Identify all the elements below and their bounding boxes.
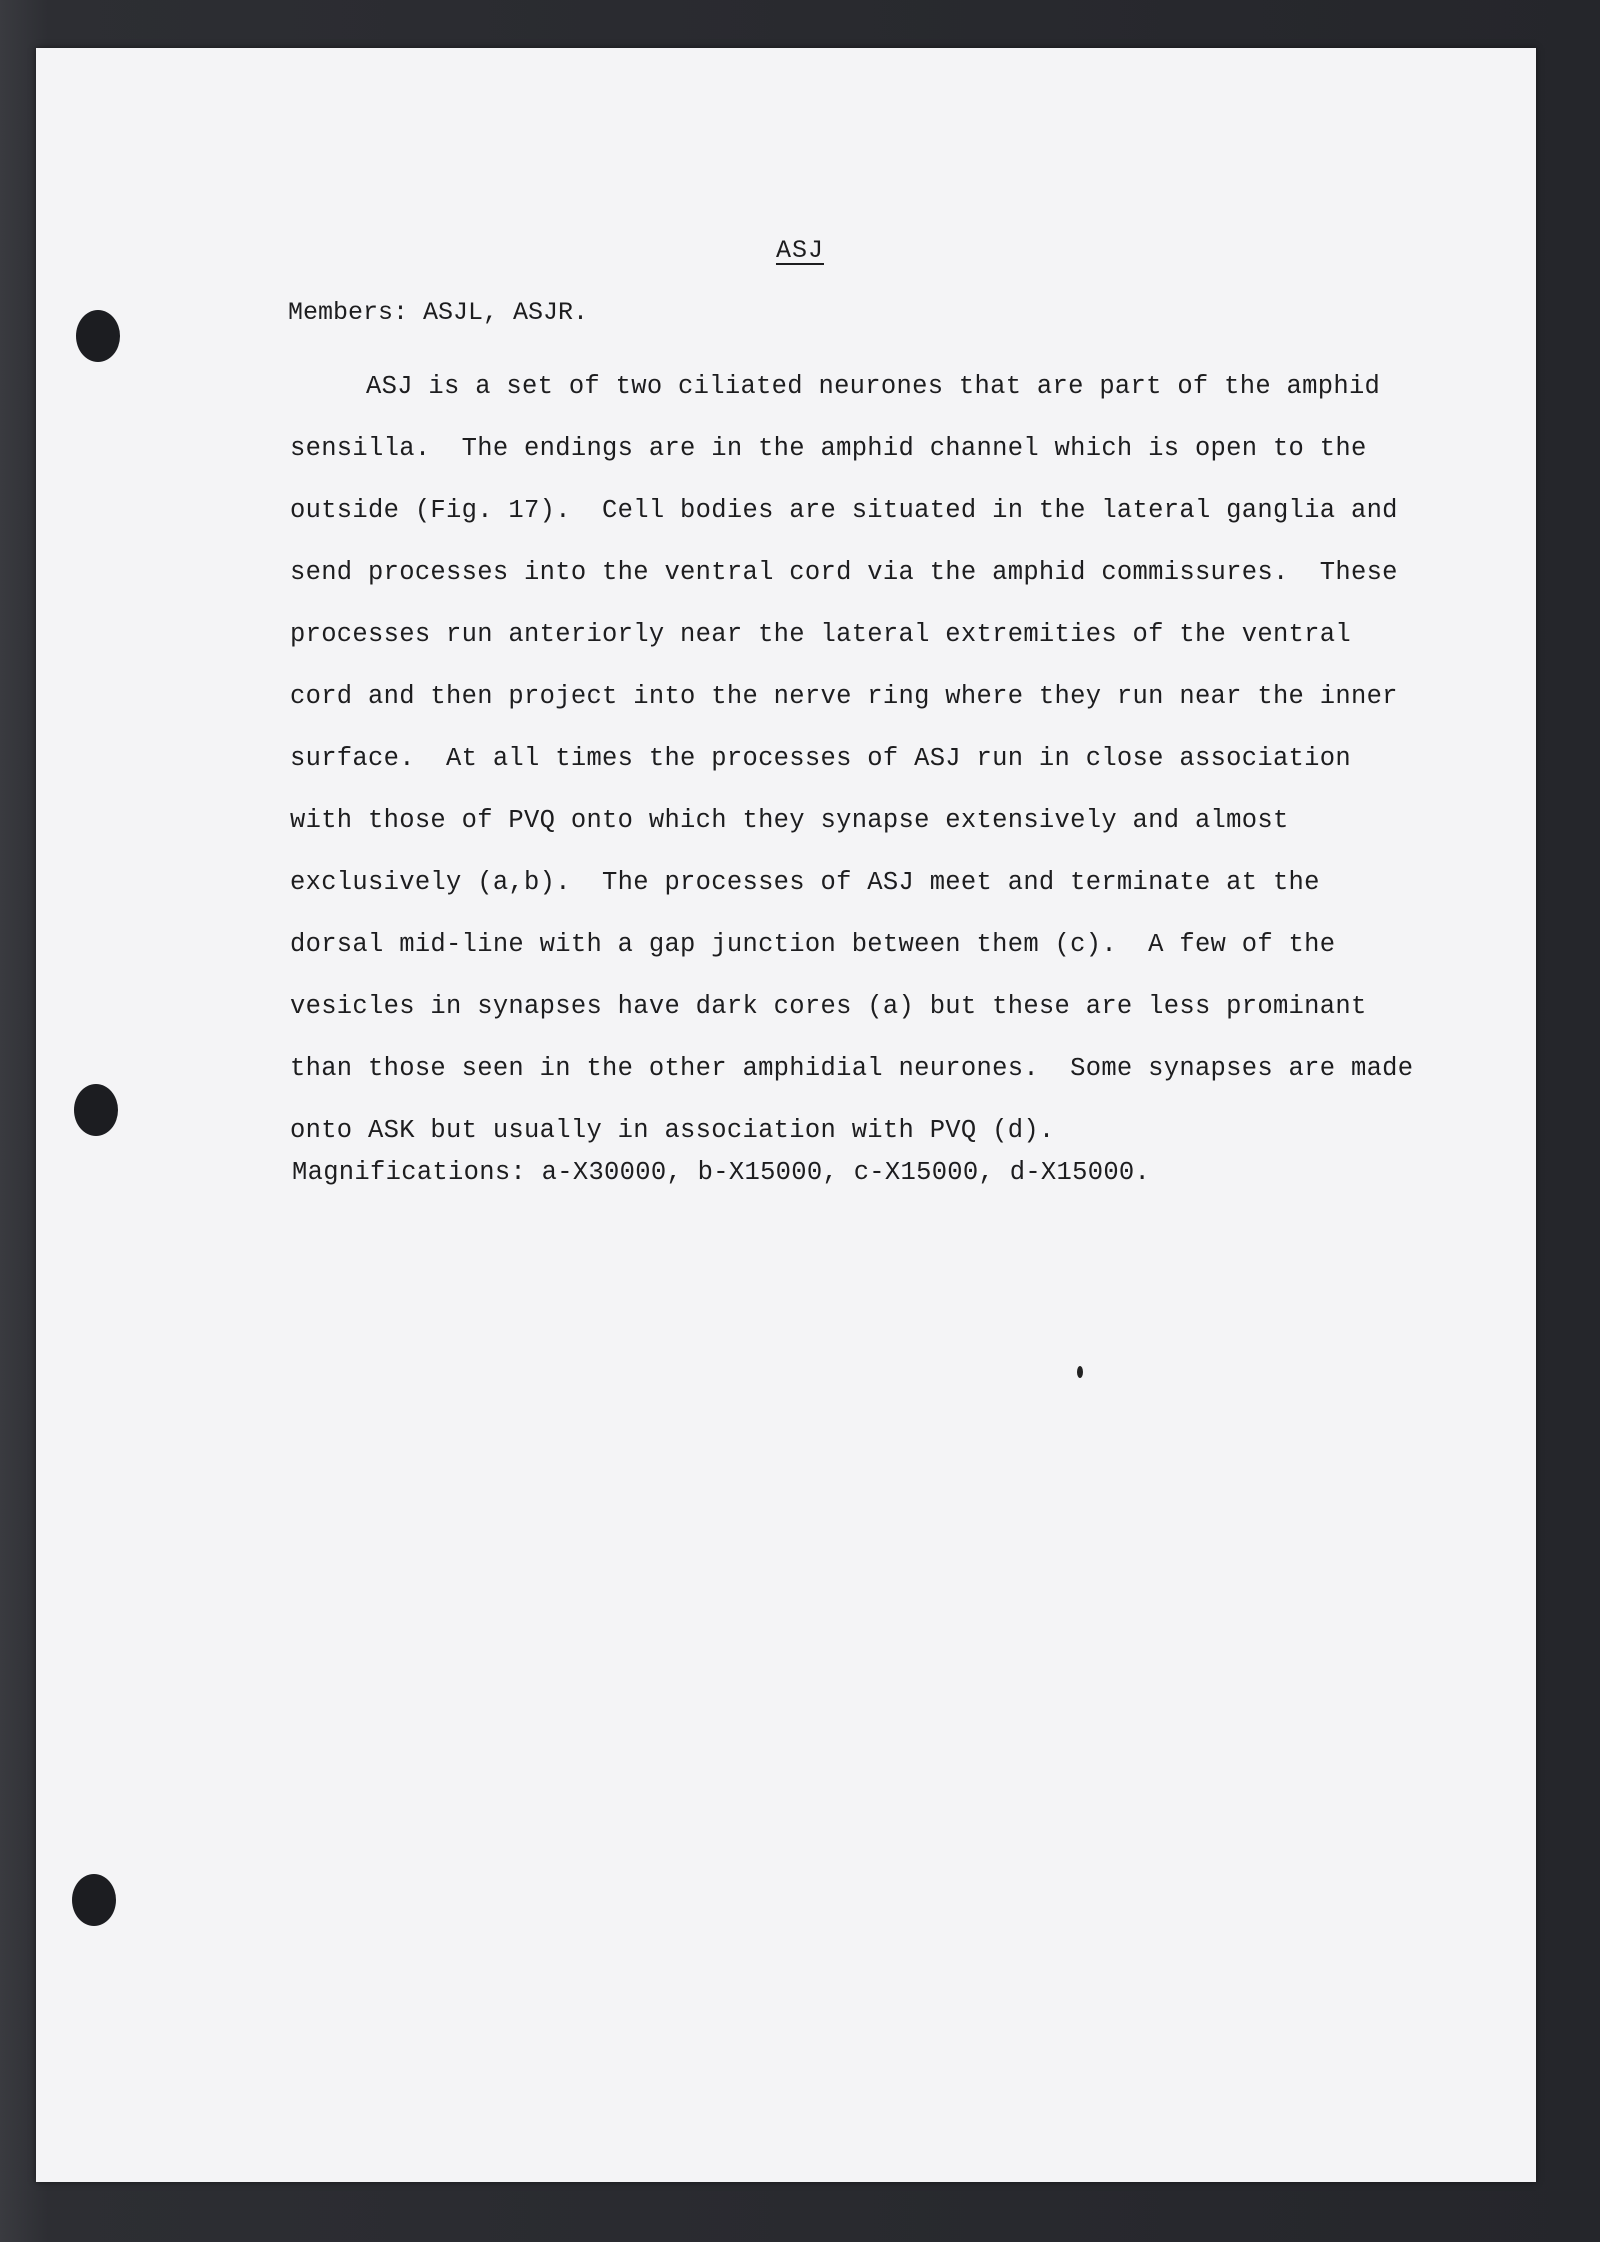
paragraph-line: surface. At all times the processes of ASJ run in close association	[290, 744, 1351, 773]
paragraph-line: dorsal mid-line with a gap junction between them (c). A few of the	[290, 930, 1336, 959]
magnifications-line: Magnifications: a-X30000, b-X15000, c-X15000, d-X15000.	[292, 1158, 1151, 1187]
paragraph-line: exclusively (a,b). The processes of ASJ meet and terminate at the	[290, 868, 1320, 897]
paragraph-line: sensilla. The endings are in the amphid channel which is open to the	[290, 434, 1367, 463]
paragraph-line: processes run anteriorly near the lateral extremities of the ventral	[290, 620, 1351, 649]
paragraph-line: with those of PVQ onto which they synapse extensively and almost	[290, 806, 1289, 835]
punch-hole	[74, 1084, 118, 1136]
paragraph-line: onto ASK but usually in association with PVQ (d).	[290, 1116, 1055, 1145]
ink-speck	[1077, 1366, 1083, 1378]
paragraph-line: outside (Fig. 17). Cell bodies are situated in the lateral ganglia and	[290, 496, 1398, 525]
paragraph-line: send processes into the ventral cord via the amphid commissures. These	[290, 558, 1398, 587]
punch-hole	[76, 310, 120, 362]
page-title	[0, 236, 1600, 265]
body-paragraph	[290, 356, 1420, 1162]
page-title-text: ASJ	[775, 236, 824, 265]
paragraph-line: ASJ is a set of two ciliated neurones that are part of the amphid	[366, 372, 1381, 401]
paragraph-line: cord and then project into the nerve ring where they run near the inner	[290, 682, 1398, 711]
members-line: Members: ASJL, ASJR.	[288, 298, 589, 327]
punch-hole	[72, 1874, 116, 1926]
paragraph-line: vesicles in synapses have dark cores (a) but these are less prominant	[290, 992, 1367, 1021]
paragraph-line: than those seen in the other amphidial neurones. Some synapses are made	[290, 1054, 1414, 1083]
